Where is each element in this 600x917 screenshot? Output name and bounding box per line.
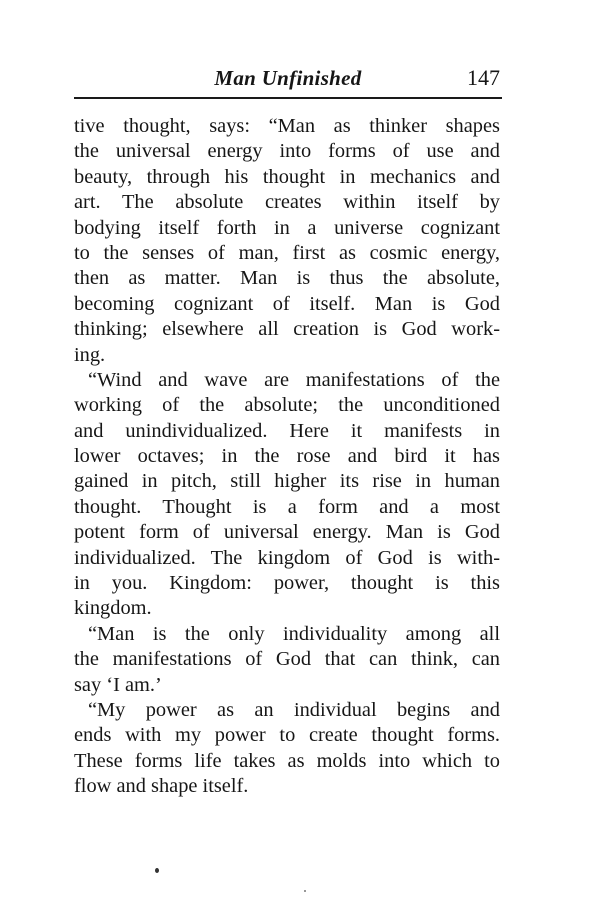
- text-line: in you. Kingdom: power, thought is this: [74, 572, 500, 595]
- page-number: 147: [467, 65, 500, 90]
- running-head: [74, 62, 502, 94]
- text-line: thinking; elsewhere all creation is God work-: [74, 318, 500, 341]
- text-line: potent form of universal energy. Man is God: [74, 521, 500, 544]
- text-line: “Wind and wave are manifestations of the: [88, 368, 500, 391]
- text-line: to the senses of man, first as cosmic energy,: [74, 241, 500, 264]
- text-line: ing.: [74, 343, 106, 366]
- text-line: flow and shape itself.: [74, 775, 249, 798]
- text-line: the manifestations of God that can think, can: [74, 648, 500, 671]
- text-line: thought. Thought is a form and a most: [74, 495, 500, 518]
- text-line: and unindividualized. Here it manifests in: [74, 419, 500, 442]
- text-line: gained in pitch, still higher its rise in human: [74, 470, 500, 493]
- print-speck: [304, 890, 306, 892]
- text-line: kingdom.: [74, 597, 152, 620]
- header-rule: [74, 97, 502, 99]
- text-line: art. The absolute creates within itself by: [74, 191, 500, 214]
- text-line: ends with my power to create thought forms.: [74, 724, 500, 747]
- text-line: then as matter. Man is thus the absolute,: [74, 267, 500, 290]
- text-line: These forms life takes as molds into which to: [74, 749, 500, 772]
- body-text: [74, 114, 500, 800]
- text-line: “My power as an individual begins and: [88, 698, 500, 721]
- text-line: the universal energy into forms of use and: [74, 140, 500, 163]
- text-line: tive thought, says: “Man as thinker shapes: [74, 115, 500, 137]
- text-line: becoming cognizant of itself. Man is God: [74, 292, 500, 315]
- text-line: say ‘I am.’: [74, 673, 162, 696]
- text-line: beauty, through his thought in mechanics and: [74, 165, 500, 188]
- text-line: working of the absolute; the unconditioned: [74, 394, 500, 417]
- text-line: “Man is the only individuality among all: [88, 622, 500, 645]
- running-title: Man Unfinished: [214, 66, 362, 90]
- print-speck: [155, 868, 159, 873]
- text-line: individualized. The kingdom of God is with-: [74, 546, 500, 569]
- text-line: bodying itself forth in a universe cognizant: [74, 216, 500, 239]
- text-line: lower octaves; in the rose and bird it has: [74, 445, 500, 468]
